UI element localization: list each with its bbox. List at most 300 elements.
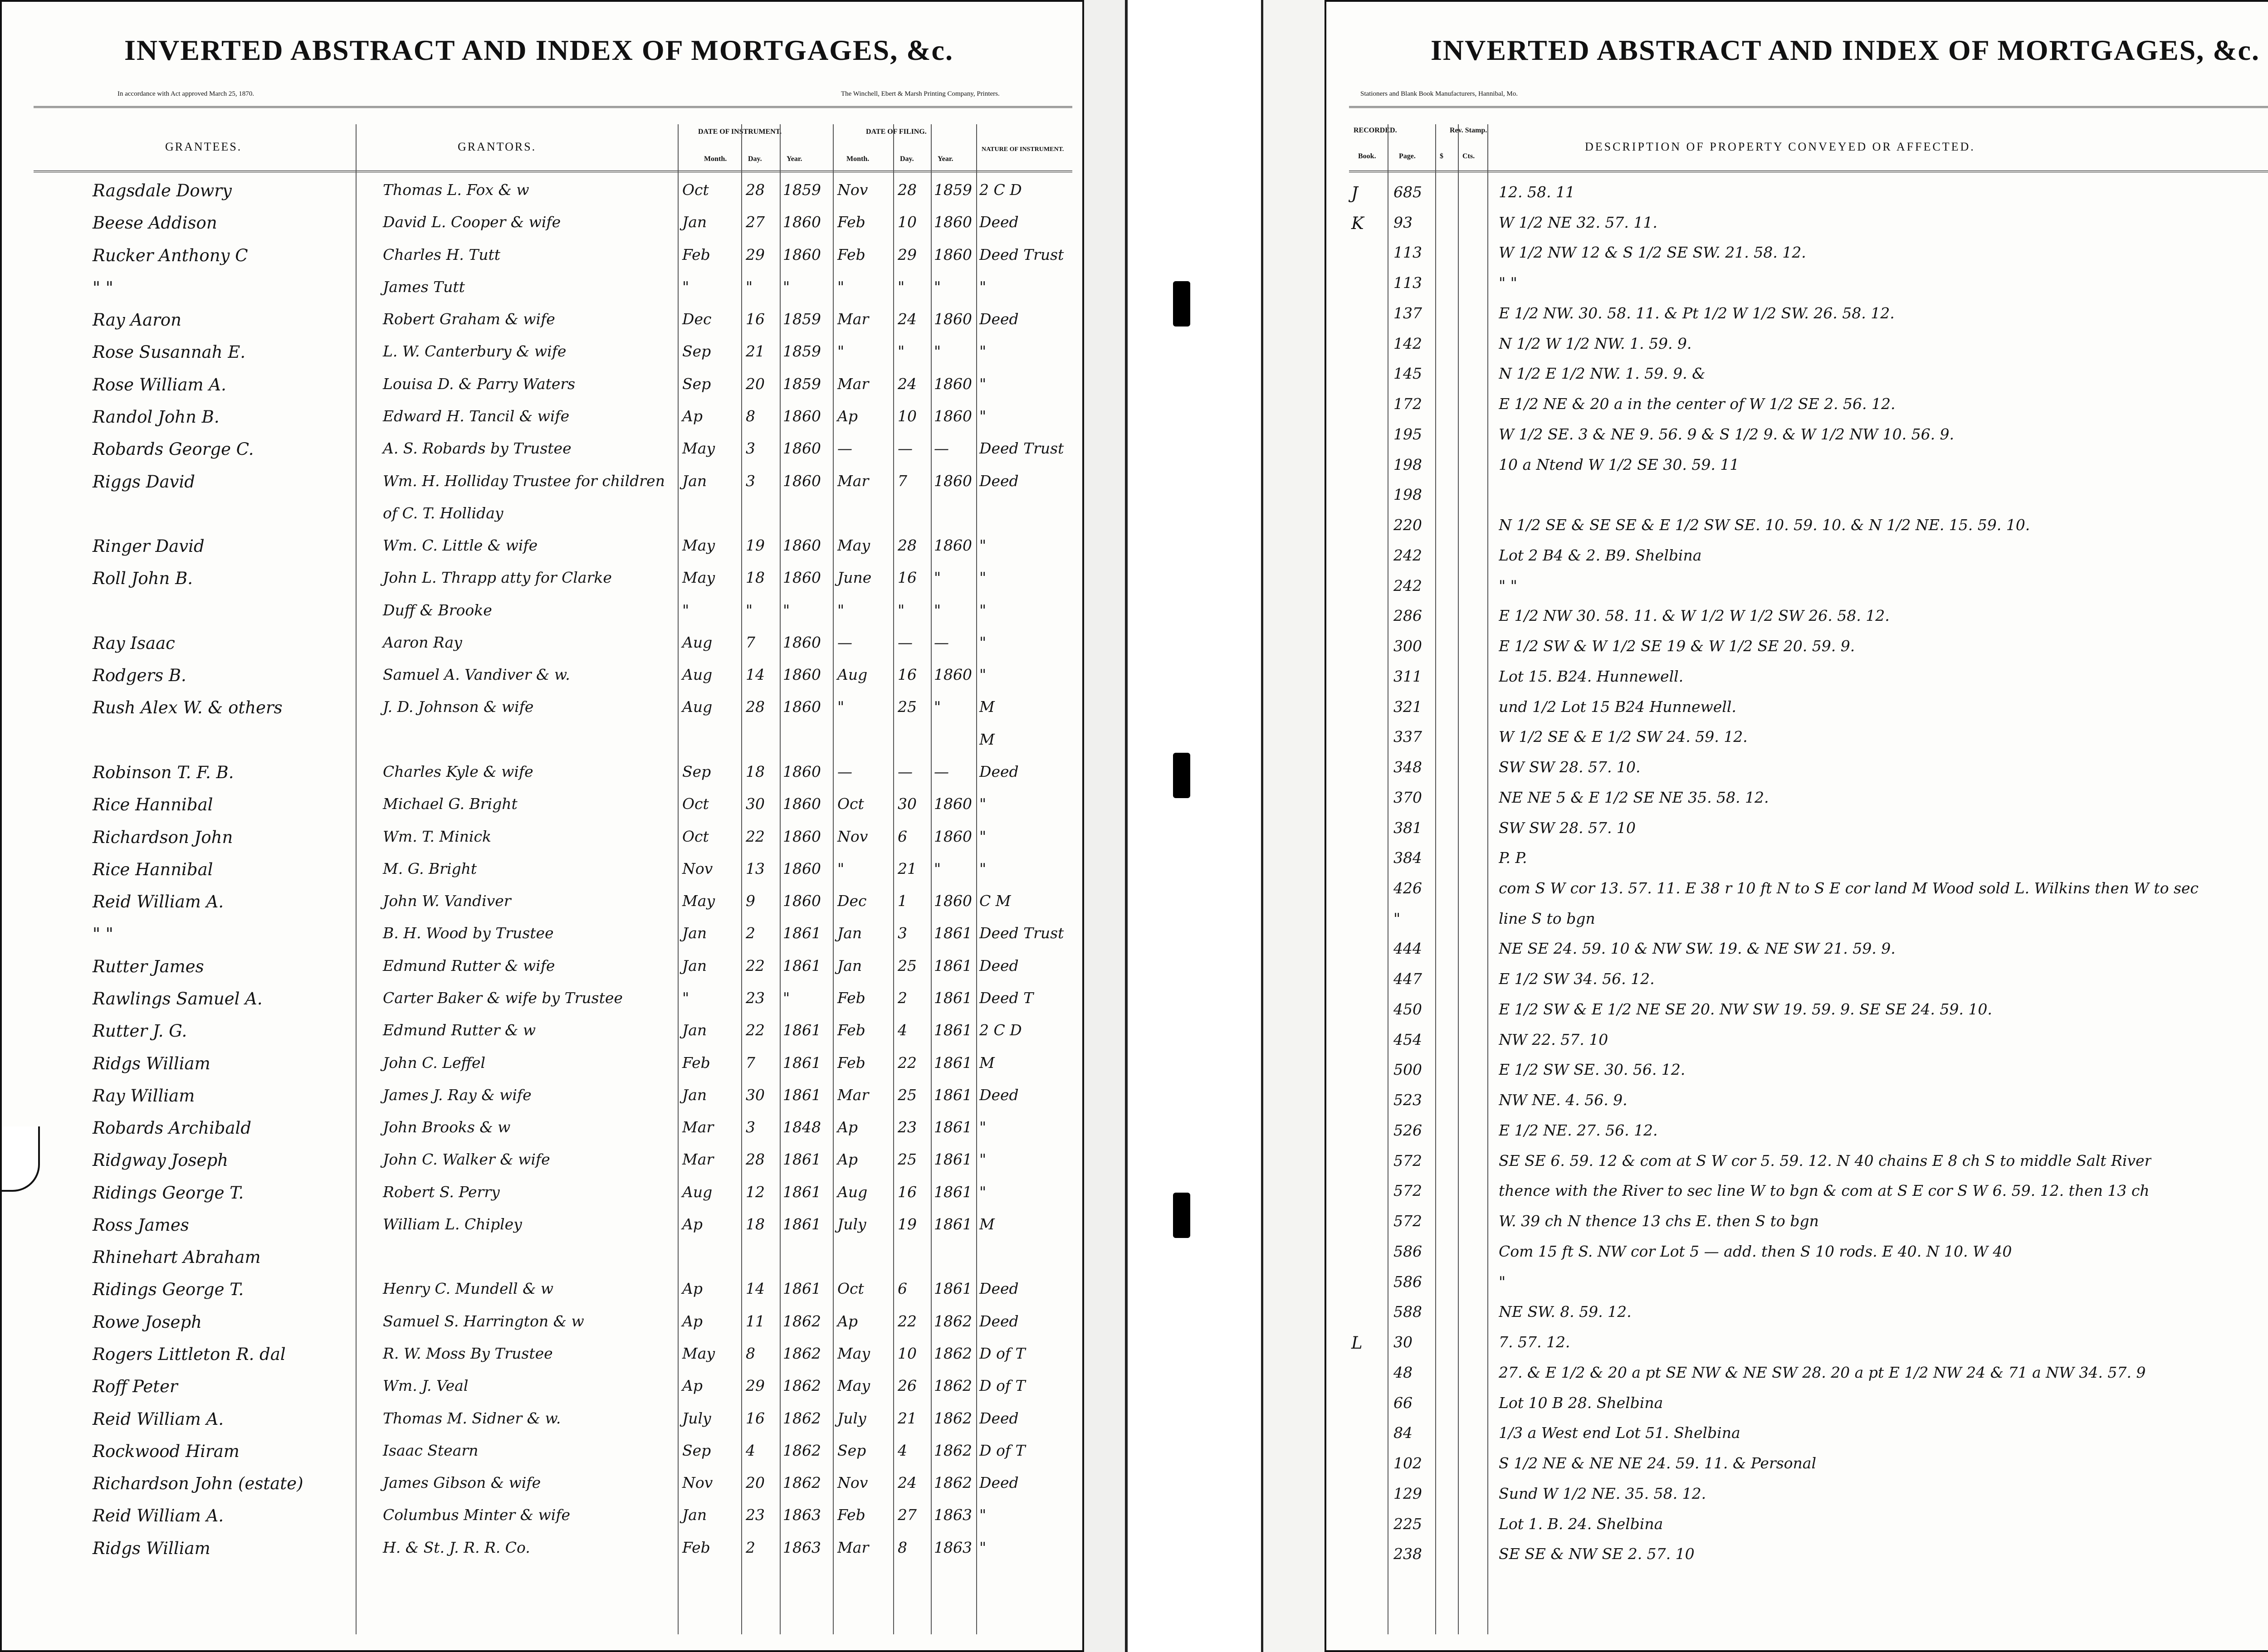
filing-month: Feb [837, 1054, 865, 1072]
binding-hole [1173, 281, 1190, 327]
grantor-name: Charles Kyle & wife [383, 763, 533, 780]
page-number: 30 [1393, 1333, 1413, 1351]
property-description: com S W cor 13. 57. 11. E 38 r 10 ft N to S E cor land M Wood sold L. Wilkins then W to sec [1499, 879, 2199, 897]
instrument-day: 3 [746, 1118, 755, 1136]
instrument-year: 1860 [783, 892, 821, 910]
property-description: NW NE. 4. 56. 9. [1499, 1091, 1628, 1109]
page-number: 311 [1393, 668, 1422, 685]
filing-year: " [934, 278, 941, 296]
instrument-day: 20 [746, 375, 765, 393]
page-number: 572 [1393, 1212, 1422, 1230]
filing-day: 21 [898, 860, 917, 877]
instrument-month: Aug [682, 634, 713, 651]
grantee-name: Ragsdale Dowry [93, 181, 232, 200]
book-letter: K [1351, 214, 1364, 233]
grantor-name: John W. Vandiver [383, 892, 511, 910]
grantor-name: Edmund Rutter & wife [383, 957, 555, 975]
property-description: P. P. [1499, 849, 1527, 867]
grantee-name: Ross James [93, 1215, 189, 1235]
book-letter: J [1351, 183, 1358, 203]
instrument-month: Sep [682, 763, 711, 780]
instrument-year: 1860 [783, 536, 821, 554]
nature-of-instrument: 2 C D [979, 181, 1022, 199]
grantee-name: Rodgers B. [93, 666, 186, 685]
filing-month: Ap [837, 1118, 858, 1136]
instrument-month: " [682, 989, 689, 1007]
filing-day: 6 [898, 828, 907, 845]
grantor-name: John C. Walker & wife [383, 1150, 550, 1168]
property-description: E 1/2 SW & W 1/2 SE 19 & W 1/2 SE 20. 59. 9. [1499, 637, 1855, 655]
header-rule-bottom [1349, 171, 2268, 172]
instrument-day: 7 [746, 1054, 755, 1072]
grantor-name: J. D. Johnson & wife [383, 698, 534, 716]
instrument-day: 19 [746, 536, 765, 554]
instrument-day: 28 [746, 698, 765, 716]
filing-year: " [934, 601, 941, 619]
filing-year: 1860 [934, 310, 972, 328]
instrument-year: 1860 [783, 860, 821, 877]
instrument-day: 7 [746, 634, 755, 651]
filing-month: Nov [837, 181, 868, 199]
nature-of-instrument: Deed [979, 1409, 1019, 1427]
grantor-name: Isaac Stearn [383, 1442, 479, 1459]
header-book: Book. [1358, 152, 1376, 160]
grantor-name: Samuel S. Harrington & w [383, 1312, 584, 1330]
page-margin-left [1084, 0, 1125, 1652]
filing-year: 1863 [934, 1539, 972, 1556]
nature-of-instrument: M [979, 1215, 995, 1233]
grantee-name: Robinson T. F. B. [93, 763, 234, 782]
instrument-day: 28 [746, 181, 765, 199]
instrument-day: 2 [746, 1539, 755, 1556]
instrument-year: " [783, 278, 790, 296]
grantor-name: Henry C. Mundell & w [383, 1280, 554, 1297]
instrument-month: Oct [682, 181, 709, 199]
grantee-name: Rawlings Samuel A. [93, 989, 263, 1009]
instrument-year: 1862 [783, 1409, 821, 1427]
property-description: E 1/2 SW & E 1/2 NE SE 20. NW SW 19. 59. 9. SE SE 24. 59. 10. [1499, 1000, 1992, 1018]
instrument-month: Ap [682, 1312, 703, 1330]
filing-year: — [934, 634, 949, 651]
property-description: W 1/2 NW 12 & S 1/2 SE SW. 21. 58. 12. [1499, 244, 1806, 261]
header-filing-year: Year. [938, 155, 953, 163]
grantor-name: Edmund Rutter & w [383, 1021, 536, 1039]
nature-of-instrument: D of T [979, 1442, 1026, 1459]
printer-note: The Winchell, Ebert & Marsh Printing Company, Printers. [841, 90, 1000, 97]
grantee-name: Rice Hannibal [93, 860, 213, 879]
nature-of-instrument: Deed [979, 957, 1019, 975]
filing-day: 26 [898, 1377, 917, 1394]
instrument-year: 1860 [783, 763, 821, 780]
nature-of-instrument: " [979, 536, 987, 554]
filing-day: " [898, 278, 905, 296]
grantee-name: Riggs David [93, 472, 195, 492]
nature-of-instrument: Deed [979, 1474, 1019, 1491]
grantor-name: of C. T. Holliday [383, 504, 503, 522]
property-description: thence with the River to sec line W to bgn & com at S E cor S W 6. 59. 12. then 13 ch [1499, 1182, 2150, 1199]
instrument-month: Sep [682, 342, 711, 360]
filing-month: May [837, 536, 870, 554]
instrument-year: 1861 [783, 957, 821, 975]
column-divider [893, 124, 894, 1634]
page-number: 588 [1393, 1303, 1422, 1321]
instrument-day: 16 [746, 1409, 765, 1427]
header-cents: Cts. [1462, 152, 1475, 160]
instrument-day: 8 [746, 407, 755, 425]
filing-year: 1861 [934, 957, 972, 975]
grantor-name: A. S. Robards by Trustee [383, 439, 572, 457]
filing-day: 30 [898, 795, 917, 813]
filing-year: 1862 [934, 1442, 972, 1459]
grantor-name: Charles H. Tutt [383, 246, 501, 263]
page-number: 238 [1393, 1545, 1422, 1563]
nature-of-instrument: Deed [979, 1280, 1019, 1297]
instrument-month: " [682, 601, 689, 619]
property-description: W 1/2 SE & E 1/2 SW 24. 59. 12. [1499, 728, 1748, 746]
column-divider [780, 124, 781, 1634]
instrument-year: 1861 [783, 1021, 821, 1039]
instrument-month: May [682, 569, 715, 586]
instrument-year: 1861 [783, 1183, 821, 1201]
instrument-month: May [682, 439, 715, 457]
page-number: 113 [1393, 274, 1422, 292]
grantor-name: John C. Leffel [383, 1054, 486, 1072]
property-description: E 1/2 NE. 27. 56. 12. [1499, 1121, 1658, 1139]
grantor-name: H. & St. J. R. R. Co. [383, 1539, 530, 1556]
nature-of-instrument: Deed [979, 1086, 1019, 1104]
grantee-name: Rockwood Hiram [93, 1442, 240, 1461]
instrument-month: Jan [682, 1506, 707, 1524]
filing-day: 8 [898, 1539, 907, 1556]
filing-month: Nov [837, 828, 868, 845]
nature-of-instrument: " [979, 1539, 987, 1556]
grantee-name: Ringer David [93, 536, 205, 556]
nature-of-instrument: D of T [979, 1377, 1026, 1394]
instrument-year: 1861 [783, 1054, 821, 1072]
page-number: 286 [1393, 607, 1422, 624]
instrument-year: 1859 [783, 342, 821, 360]
grantee-name: Ray William [93, 1086, 195, 1106]
instrument-month: July [682, 1409, 711, 1427]
property-description: 7. 57. 12. [1499, 1333, 1570, 1351]
filing-year: 1860 [934, 375, 972, 393]
filing-year: 1860 [934, 892, 972, 910]
grantor-name: Columbus Minter & wife [383, 1506, 571, 1524]
filing-day: — [898, 634, 913, 651]
filing-year: 1863 [934, 1506, 972, 1524]
instrument-year: 1861 [783, 1280, 821, 1297]
filing-month: " [837, 278, 845, 296]
page-number: 48 [1393, 1364, 1413, 1381]
instrument-month: Feb [682, 1054, 710, 1072]
nature-of-instrument: " [979, 1506, 987, 1524]
filing-day: 28 [898, 181, 917, 199]
instrument-month: Nov [682, 1474, 713, 1491]
property-description: NE NE 5 & E 1/2 SE NE 35. 58. 12. [1499, 789, 1769, 806]
header-month: Month. [704, 155, 727, 163]
page-number: 137 [1393, 304, 1422, 322]
instrument-day: 3 [746, 472, 755, 490]
filing-month: — [837, 763, 852, 780]
left-page-title: INVERTED ABSTRACT AND INDEX OF MORTGAGES, &c. [124, 34, 953, 66]
instrument-year: 1860 [783, 569, 821, 586]
filing-month: Aug [837, 1183, 868, 1201]
filing-day: 19 [898, 1215, 917, 1233]
instrument-month: Jan [682, 957, 707, 975]
page-number: 198 [1393, 486, 1422, 503]
instrument-year: 1859 [783, 181, 821, 199]
filing-year: 1860 [934, 407, 972, 425]
filing-month: Feb [837, 1506, 865, 1524]
grantor-name: John L. Thrapp atty for Clarke [383, 569, 612, 586]
binding-hole [1173, 1193, 1190, 1238]
property-description: N 1/2 SE & SE SE & E 1/2 SW SE. 10. 59. 10. & N 1/2 NE. 15. 59. 10. [1499, 516, 2030, 534]
instrument-day: 29 [746, 246, 765, 263]
property-description: E 1/2 SW 34. 56. 12. [1499, 970, 1655, 988]
filing-year: — [934, 763, 949, 780]
filing-day: 4 [898, 1442, 907, 1459]
nature-of-instrument: Deed Trust [979, 439, 1064, 457]
header-day: Day. [748, 155, 762, 163]
nature-of-instrument: " [979, 666, 987, 683]
instrument-day: 2 [746, 924, 755, 942]
instrument-year: 1859 [783, 375, 821, 393]
page-number: 572 [1393, 1182, 1422, 1199]
property-description: W 1/2 NE 32. 57. 11. [1499, 214, 1657, 231]
instrument-month: Nov [682, 860, 713, 877]
instrument-month: Jan [682, 472, 707, 490]
filing-year: — [934, 439, 949, 457]
page-number: 586 [1393, 1273, 1422, 1291]
page-number: 129 [1393, 1485, 1422, 1502]
page-number: 198 [1393, 456, 1422, 473]
instrument-month: Feb [682, 1539, 710, 1556]
nature-of-instrument: M [979, 698, 995, 716]
filing-year: 1861 [934, 1086, 972, 1104]
instrument-day: 23 [746, 1506, 765, 1524]
filing-year: 1860 [934, 828, 972, 845]
property-description: N 1/2 W 1/2 NW. 1. 59. 9. [1499, 335, 1692, 352]
instrument-day: 22 [746, 1021, 765, 1039]
grantee-name: Rucker Anthony C [93, 246, 248, 265]
header-dollars: $ [1440, 152, 1443, 160]
filing-month: Mar [837, 472, 869, 490]
grantee-name: Rush Alex W. & others [93, 698, 283, 717]
filing-day: 16 [898, 1183, 917, 1201]
filing-day: 25 [898, 957, 917, 975]
grantee-name: Ridgs William [93, 1539, 210, 1558]
filing-year: " [934, 698, 941, 716]
filing-year: 1860 [934, 536, 972, 554]
page-margin-right [1261, 0, 1327, 1652]
filing-day: 24 [898, 310, 917, 328]
instrument-month: Ap [682, 1280, 703, 1297]
header-description: DESCRIPTION OF PROPERTY CONVEYED OR AFFECTED. [1585, 140, 1975, 153]
nature-of-instrument: D of T [979, 1345, 1026, 1362]
filing-day: 27 [898, 1506, 917, 1524]
instrument-year: 1860 [783, 439, 821, 457]
grantor-name: M. G. Bright [383, 860, 477, 877]
instrument-month: Ap [682, 1377, 703, 1394]
nature-of-instrument: " [979, 569, 987, 586]
instrument-year: 1861 [783, 1215, 821, 1233]
page-number: 195 [1393, 425, 1422, 443]
property-description: line S to bgn [1499, 910, 1595, 927]
filing-day: 25 [898, 698, 917, 716]
grantor-name: William L. Chipley [383, 1215, 522, 1233]
grantor-name: Samuel A. Vandiver & w. [383, 666, 570, 683]
instrument-year: 1848 [783, 1118, 821, 1136]
grantor-name: Wm. H. Holliday Trustee for children [383, 472, 665, 490]
instrument-month: May [682, 1345, 715, 1362]
torn-page-edge [0, 1126, 40, 1192]
filing-year: 1862 [934, 1377, 972, 1394]
instrument-day: 14 [746, 1280, 765, 1297]
grantee-name: Rogers Littleton R. dal [93, 1345, 286, 1364]
page-number: 142 [1393, 335, 1422, 352]
header-date-of-filing: DATE OF FILING. [866, 128, 927, 136]
property-description: NE SW. 8. 59. 12. [1499, 1303, 1632, 1321]
filing-day: 2 [898, 989, 907, 1007]
filing-month: Ap [837, 407, 858, 425]
nature-of-instrument: " [979, 1183, 987, 1201]
grantor-name: Robert S. Perry [383, 1183, 500, 1201]
filing-month: Feb [837, 989, 865, 1007]
header-date-of-instrument: DATE OF INSTRUMENT. [698, 128, 782, 136]
grantor-name: James Tutt [383, 278, 465, 296]
nature-of-instrument: " [979, 860, 987, 877]
page-number: 500 [1393, 1061, 1422, 1078]
filing-year: 1861 [934, 989, 972, 1007]
instrument-day: 18 [746, 763, 765, 780]
page-number: 685 [1393, 183, 1422, 201]
header-recorded: RECORDED. [1354, 127, 1397, 134]
instrument-year: 1863 [783, 1506, 821, 1524]
grantee-name: Richardson John [93, 828, 233, 847]
header-rule-top [34, 106, 1072, 108]
filing-year: 1861 [934, 1183, 972, 1201]
grantor-name: Robert Graham & wife [383, 310, 555, 328]
property-description: E 1/2 NW 30. 58. 11. & W 1/2 W 1/2 SW 26. 58. 12. [1499, 607, 1890, 624]
filing-day: 3 [898, 924, 907, 942]
filing-day: 16 [898, 569, 917, 586]
filing-month: " [837, 698, 845, 716]
filing-year: 1862 [934, 1345, 972, 1362]
grantor-name: John Brooks & w [383, 1118, 511, 1136]
filing-day: " [898, 601, 905, 619]
nature-of-instrument: " [979, 278, 987, 296]
filing-day: 6 [898, 1280, 907, 1297]
instrument-day: 18 [746, 1215, 765, 1233]
instrument-year: 1862 [783, 1345, 821, 1362]
grantor-name: L. W. Canterbury & wife [383, 342, 567, 360]
property-description: W 1/2 SE. 3 & NE 9. 56. 9 & S 1/2 9. & W 1/2 NW 10. 56. 9. [1499, 425, 1955, 443]
instrument-month: May [682, 892, 715, 910]
filing-month: July [837, 1409, 866, 1427]
instrument-day: 28 [746, 1150, 765, 1168]
page-number: 172 [1393, 395, 1422, 413]
page-number: 300 [1393, 637, 1422, 655]
instrument-year: 1860 [783, 666, 821, 683]
instrument-day: 23 [746, 989, 765, 1007]
column-divider [976, 124, 977, 1634]
instrument-day: 22 [746, 828, 765, 845]
instrument-year: 1860 [783, 698, 821, 716]
instrument-month: Jan [682, 1086, 707, 1104]
nature-of-instrument: 2 C D [979, 1021, 1022, 1039]
filing-day: 10 [898, 213, 917, 231]
header-filing-month: Month. [846, 155, 870, 163]
instrument-month: Ap [682, 1215, 703, 1233]
filing-month: " [837, 601, 845, 619]
instrument-day: " [746, 278, 753, 296]
filing-month: May [837, 1377, 870, 1394]
filing-month: Ap [837, 1150, 858, 1168]
instrument-day: 29 [746, 1377, 765, 1394]
filing-month: — [837, 439, 852, 457]
property-description: 1/3 a West end Lot 51. Shelbina [1499, 1424, 1740, 1442]
page-number: 454 [1393, 1031, 1422, 1048]
instrument-year: 1860 [783, 407, 821, 425]
property-description: SE SE 6. 59. 12 & com at S W cor 5. 59. 12. N 40 chains E 8 ch S to middle Salt River [1499, 1152, 2152, 1170]
filing-month: Oct [837, 795, 864, 813]
instrument-month: Jan [682, 213, 707, 231]
instrument-day: 18 [746, 569, 765, 586]
grantor-name: Wm. T. Minick [383, 828, 491, 845]
instrument-day: 13 [746, 860, 765, 877]
grantor-name: Carter Baker & wife by Trustee [383, 989, 623, 1007]
filing-day: 22 [898, 1312, 917, 1330]
filing-year: 1861 [934, 1118, 972, 1136]
page-number: 84 [1393, 1424, 1413, 1442]
filing-month: " [837, 342, 845, 360]
page-number: 220 [1393, 516, 1422, 534]
instrument-year: 1862 [783, 1474, 821, 1491]
property-description: E 1/2 NW. 30. 58. 11. & Pt 1/2 W 1/2 SW. 26. 58. 12. [1499, 304, 1895, 322]
nature-of-instrument: " [979, 795, 987, 813]
nature-of-instrument: M [979, 731, 995, 748]
instrument-day: 8 [746, 1345, 755, 1362]
filing-day: — [898, 763, 913, 780]
grantee-name: Reid William A. [93, 1506, 224, 1525]
nature-of-instrument: " [979, 1150, 987, 1168]
grantor-name: Thomas L. Fox & w [383, 181, 529, 199]
instrument-month: Mar [682, 1150, 714, 1168]
property-description: " " [1499, 274, 1517, 292]
property-description: S 1/2 NE & NE NE 24. 59. 11. & Personal [1499, 1454, 1817, 1472]
property-description: E 1/2 NE & 20 a in the center of W 1/2 SE 2. 56. 12. [1499, 395, 1896, 413]
grantee-name: Rutter J. G. [93, 1021, 187, 1041]
filing-year: 1860 [934, 666, 972, 683]
grantee-name: Ridgway Joseph [93, 1150, 228, 1170]
nature-of-instrument: C M [979, 892, 1011, 910]
filing-day: 4 [898, 1021, 907, 1039]
header-grantees: GRANTEES. [165, 140, 242, 153]
nature-of-instrument: Deed [979, 763, 1019, 780]
instrument-month: Oct [682, 795, 709, 813]
grantor-name: B. H. Wood by Trustee [383, 924, 554, 942]
header-filing-day: Day. [900, 155, 914, 163]
property-description: Lot 15. B24. Hunnewell. [1499, 668, 1684, 685]
instrument-month: Ap [682, 407, 703, 425]
column-divider [678, 124, 679, 1634]
nature-of-instrument: Deed Trust [979, 246, 1064, 263]
grantor-name: David L. Cooper & wife [383, 213, 561, 231]
filing-month: Mar [837, 1539, 869, 1556]
property-description: 27. & E 1/2 & 20 a pt SE NW & NE SW 28. 20 a pt E 1/2 NW 24 & 71 a NW 34. 57. 9 [1499, 1364, 2146, 1381]
filing-day: 16 [898, 666, 917, 683]
page-number: 242 [1393, 546, 1422, 564]
